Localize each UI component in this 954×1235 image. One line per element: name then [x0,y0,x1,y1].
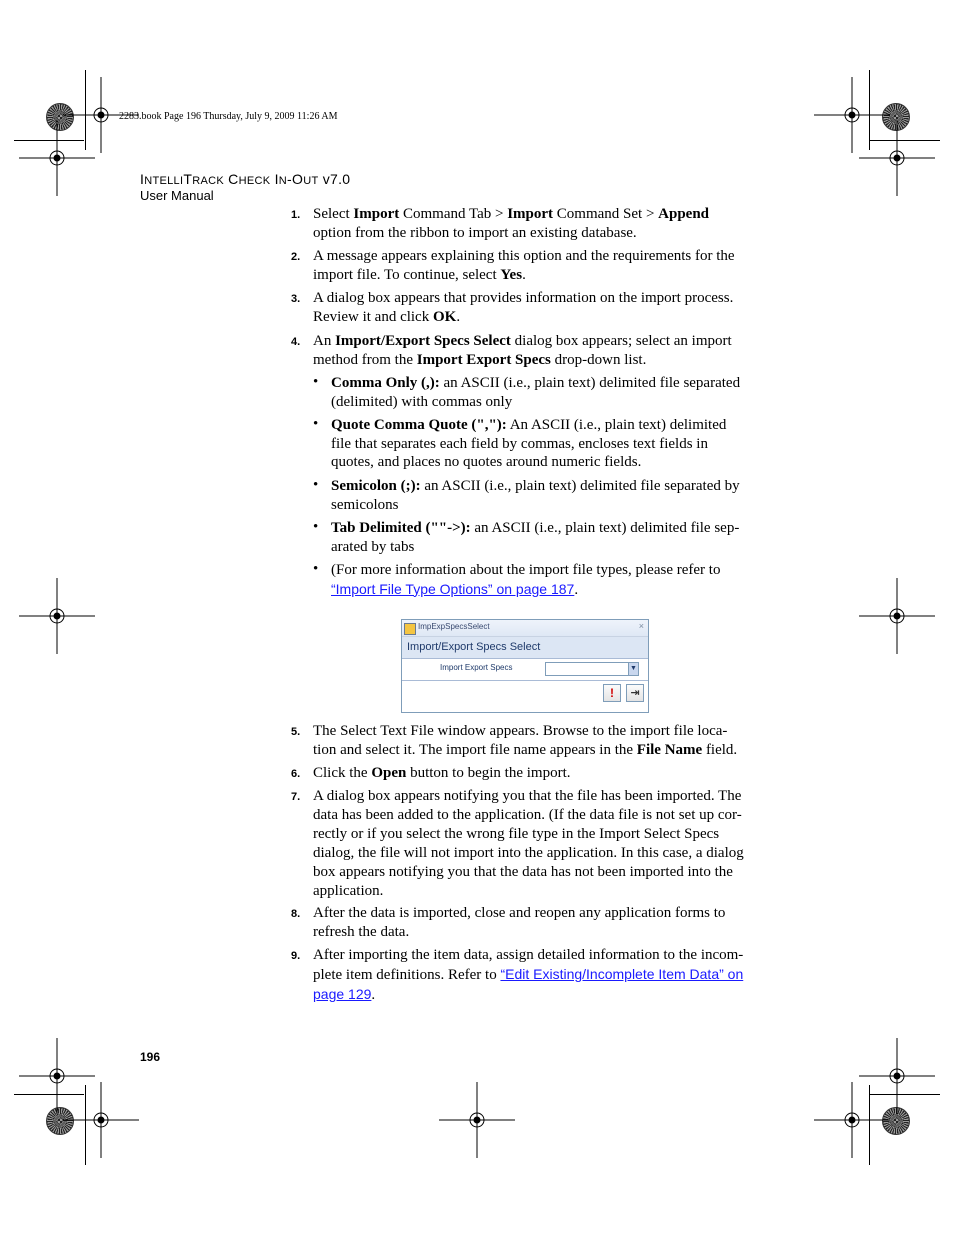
text-run: Command Tab > [399,206,508,222]
dialog-window-title: ImpExpSpecsSelect [418,622,490,631]
step-number: 7. [291,791,301,803]
text-run: drop-down list. [550,352,647,368]
step-number: 6. [291,768,301,780]
text-run: semicolons [331,496,399,513]
text-run: Review it and click [313,309,433,325]
bullet-icon: • [313,416,319,432]
running-header-title [140,171,350,187]
exit-button[interactable]: ⇥ [626,684,644,702]
page-number: 196 [140,1050,161,1064]
bullet-icon: • [313,477,319,493]
import-export-specs-dialog [401,619,649,713]
cross-reference-link[interactable]: page 129 [313,986,372,1002]
text-run: import file. To continue, select [313,267,501,283]
ui-term: Import/Export Specs Select [335,333,511,349]
text-run: . [574,581,579,598]
bullet-icon: • [313,374,319,390]
text-run: Command Set > [553,206,659,222]
text-run: A dialog box appears notifying you that the file has been imported. The [313,788,742,804]
text-run: button to begin the import. [406,765,571,781]
text-run: An [313,333,336,349]
text-run: The Select Text File window appears. Browse to the import file loca- [313,723,728,739]
text-run: method from the [313,352,417,368]
step-text [313,722,759,760]
text-run: Select [313,206,354,222]
step-number: 1. [291,209,301,221]
dialog-title-bar [402,620,648,637]
cross-reference-link[interactable]: “Edit Existing/Incomplete Item Data” on [500,966,744,982]
step-text [313,904,759,942]
ui-term: Semicolon (;): [331,478,421,494]
ui-term: Import [353,206,400,222]
text-run: . [522,267,526,283]
step-number: 5. [291,726,301,738]
ui-term: Quote Comma Quote (","): [331,417,507,433]
bullet-text [331,477,759,514]
ui-term: Import [507,206,554,222]
dialog-divider [402,680,648,681]
run-button[interactable]: ! [603,684,621,702]
step-number: 8. [291,908,301,920]
text-run: plete item definitions. Refer to [313,967,501,983]
bullet-text [331,519,759,556]
text-run: Click the [313,765,372,781]
ui-term: OK [432,309,457,325]
chevron-down-icon[interactable]: ▼ [628,663,638,675]
ui-term: Import Export Specs [416,352,551,368]
import-export-specs-dropdown[interactable] [545,662,639,676]
text-run: After the data is imported, close and reopen any application forms to [313,905,726,921]
text-run: an ASCII (i.e., plain text) delimited file sep- [470,520,740,536]
text-run: dialog box appears; select an import [510,333,732,349]
text-run: application. [313,883,384,899]
text-run: arated by tabs [331,538,415,555]
step-text [313,764,759,783]
running-header-subtitle: User Manual [140,188,214,203]
text-run: rectly or if you select the wrong file type in the Import Select Specs [313,826,720,842]
text-run: data has been added to the application. (If the data file is not set up cor- [313,807,742,823]
step-number: 4. [291,336,301,348]
text-run: . [371,987,376,1003]
text-run: An ASCII (i.e., plain text) delimited [506,417,727,433]
text-run: A dialog box appears that provides information on the import process. [313,290,734,306]
step-number: 3. [291,293,301,305]
import-export-specs-label: Import Export Specs [440,663,513,672]
ui-term: Yes [500,267,523,283]
bullet-text [331,561,759,599]
ui-term: Open [371,765,407,781]
ui-term: Append [658,206,710,222]
ui-term: File Name [636,742,703,758]
bullet-icon: • [313,519,319,535]
cross-reference-link[interactable]: “Import File Type Options” on page 187 [331,580,575,597]
step-number: 9. [291,950,301,962]
text-run: an ASCII (i.e., plain text) delimited file separated [439,375,741,391]
step-number: 2. [291,251,301,263]
dialog-header [402,637,648,659]
bullet-text [331,416,759,472]
text-run: refresh the data. [313,924,410,940]
step-text [313,289,759,327]
text-run: box appears notifying you that the data has not been imported into the [313,864,733,880]
step-text [313,332,759,370]
step-text [313,205,759,243]
ui-term: Comma Only (,): [331,375,440,391]
step-text [313,247,759,285]
app-icon [404,623,416,635]
ui-term: Tab Delimited (""->): [331,520,471,536]
dialog-header-title: Import/Export Specs Select [407,641,541,653]
bullet-icon: • [313,561,319,577]
text-run: tion and select it. The import file name appears in the [313,742,637,758]
text-run: quotes, and places no quotes around numeric fields. [331,454,642,470]
step-text [313,787,759,901]
text-run: (delimited) with commas only [331,393,513,410]
bullet-text [331,374,759,411]
text-run: option from the ribbon to import an existing database. [313,225,637,241]
text-run: After importing the item data, assign detailed information to the incom- [313,947,744,963]
running-header-title-text: INTELLITRACK CHECK IN-OUT v7.0 [140,171,351,187]
text-run: dialog, the file will not import into the application. In this case, a dialog [313,845,744,861]
text-run: an ASCII (i.e., plain text) delimited file separated by [420,478,740,494]
text-run: . [456,309,461,325]
print-slug: 2283.book Page 196 Thursday, July 9, 2009 11:26 AM [119,111,338,122]
text-run: field. [702,742,738,758]
text-run: file that separates each field by commas, encloses text fields in [331,435,708,452]
text-run: (For more information about the import file types, please refer to [331,562,721,578]
text-run: A message appears explaining this option and the requirements for the [313,248,735,264]
close-icon[interactable]: × [638,621,644,631]
step-text [313,946,759,1005]
